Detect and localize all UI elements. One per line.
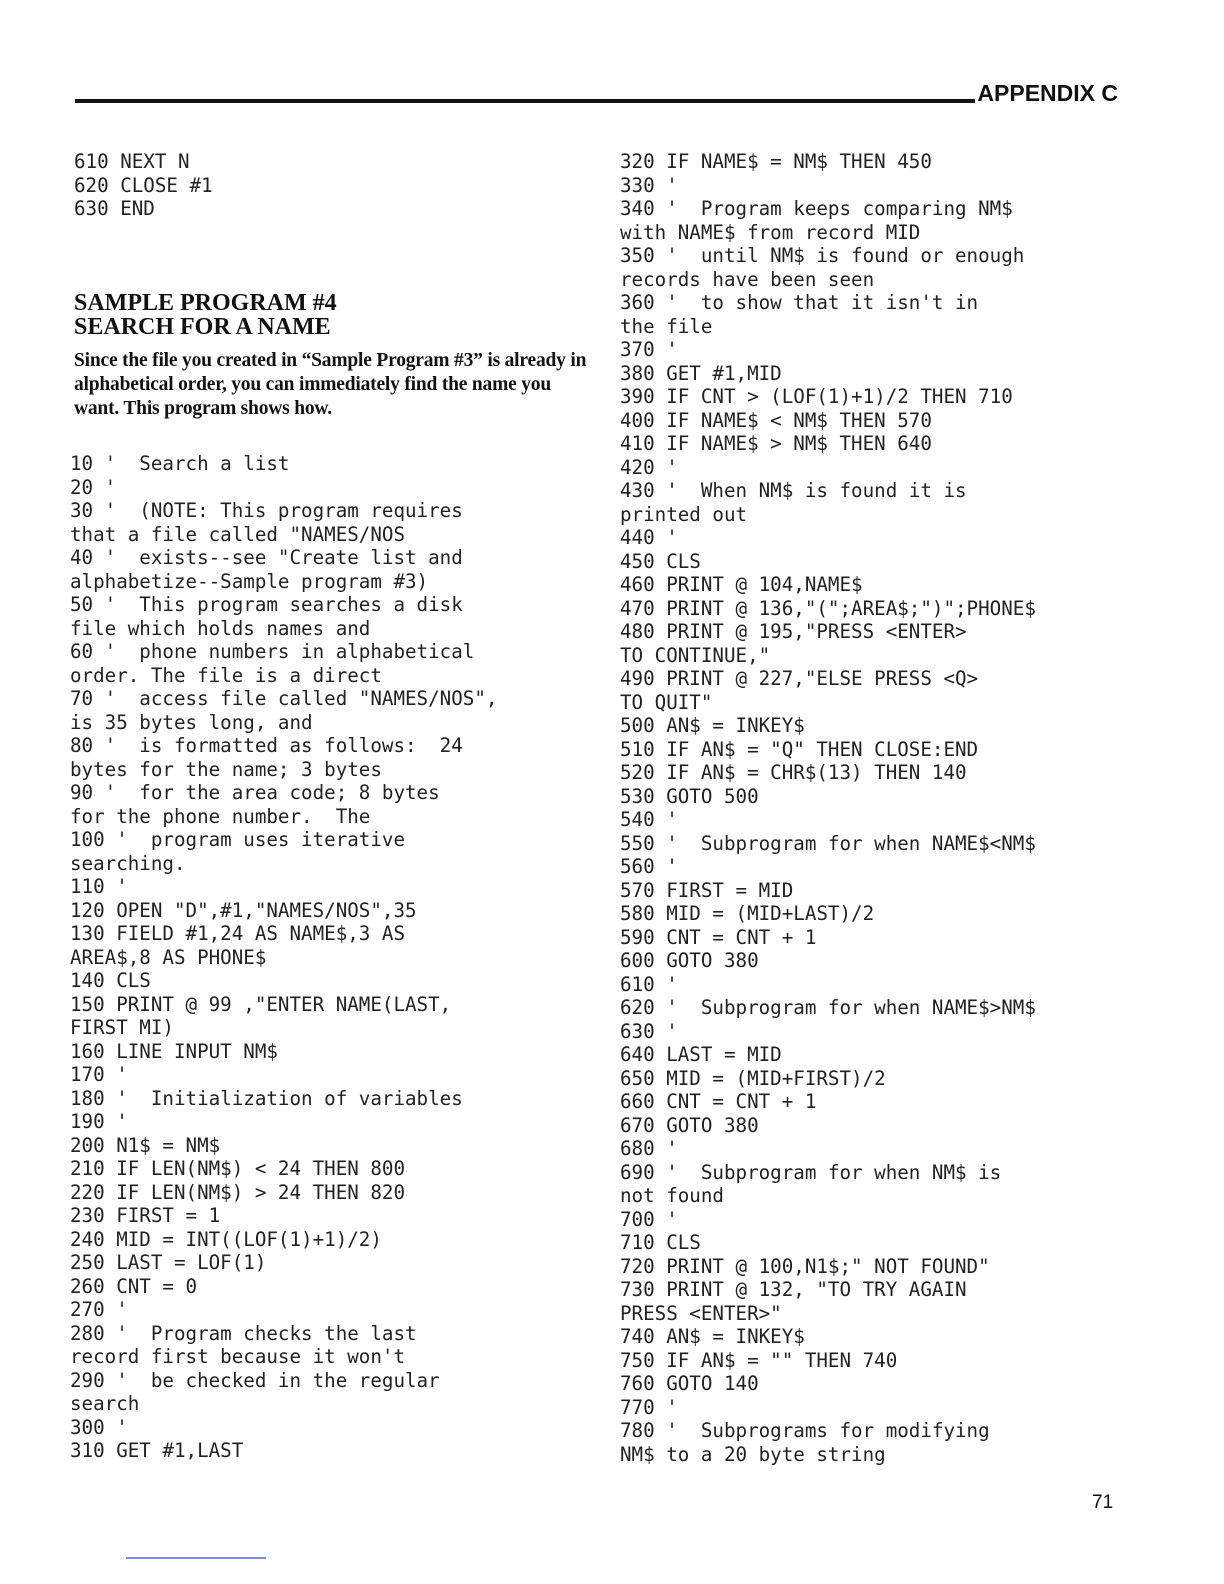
code-line: 440 ' (620, 526, 678, 549)
code-line: 100 ' program uses iterative (70, 828, 406, 851)
code-line: 750 IF AN$ = "" THEN 740 (620, 1348, 898, 1372)
code-line: searching. (70, 851, 186, 875)
code-line: 620 CLOSE #1 (74, 173, 213, 197)
code-line: 700 ' (620, 1207, 678, 1231)
code-line: 610 NEXT N (74, 150, 190, 173)
code-line: 70 ' access file called "NAMES/NOS", (70, 687, 498, 710)
code-line: 570 FIRST = MID (620, 878, 794, 902)
code-line: 150 PRINT @ 99 ,"ENTER NAME(LAST, (70, 992, 452, 1016)
code-line: 400 IF NAME$ < NM$ THEN 570 (620, 408, 932, 432)
code-line: 510 IF AN$ = "Q" THEN CLOSE:END (620, 737, 979, 761)
code-line: 330 ' (620, 173, 678, 197)
code-line: 590 CNT = CNT + 1 (620, 925, 817, 949)
code-line: 260 CNT = 0 (70, 1274, 198, 1298)
bottom-rule-mark (126, 1557, 266, 1559)
code-listing-continued (74, 150, 213, 221)
code-line: 60 ' phone numbers in alphabetical (70, 640, 475, 663)
section-heading (74, 291, 337, 339)
code-line: 710 CLS (620, 1231, 701, 1254)
code-line: 680 ' (620, 1137, 678, 1160)
code-line: 610 ' (620, 972, 678, 996)
code-line: 160 LINE INPUT NM$ (70, 1039, 278, 1063)
section-heading-line-2: SEARCH FOR A NAME (74, 314, 331, 340)
code-line: TO CONTINUE," (620, 643, 771, 667)
section-heading-line-1: SAMPLE PROGRAM #4 (74, 290, 337, 316)
code-line: 500 AN$ = INKEY$ (620, 714, 805, 737)
code-line: 530 GOTO 500 (620, 784, 759, 808)
code-line: search (70, 1392, 140, 1415)
code-line: 770 ' (620, 1395, 678, 1419)
code-line: 110 ' (70, 875, 128, 898)
code-line: file which holds names and (70, 616, 371, 640)
code-line: 720 PRINT @ 100,N1$;" NOT FOUND" (620, 1254, 990, 1278)
code-listing-right-column (620, 150, 1036, 1466)
section-intro-paragraph: Since the file you created in “Sample Program #3” is already in alphabetical order, you can immediately find the name you want. This program shows how. (74, 350, 587, 419)
code-line: 170 ' (70, 1063, 128, 1086)
code-line: 550 ' Subprogram for when NAME$<NM$ (620, 831, 1036, 855)
code-line: records have been seen (620, 267, 875, 291)
code-line: 40 ' exists--see "Create list and (70, 546, 463, 569)
code-line: 340 ' Program keeps comparing NM$ (620, 197, 1013, 220)
code-line: 20 ' (70, 475, 117, 499)
code-line: 490 PRINT @ 227,"ELSE PRESS <Q> (620, 667, 979, 690)
code-line: 280 ' Program checks the last (70, 1321, 417, 1345)
code-line: 760 GOTO 140 (620, 1372, 759, 1395)
code-line: 300 ' (70, 1415, 128, 1439)
code-line: 140 CLS (70, 969, 151, 992)
page-number: 71 (1092, 1492, 1114, 1513)
code-line: 450 CLS (620, 549, 701, 573)
code-line: alphabetize--Sample program #3) (70, 569, 429, 593)
code-line: 200 N1$ = NM$ (70, 1133, 221, 1157)
code-line: 580 MID = (MID+LAST)/2 (620, 902, 875, 925)
header-rule (75, 99, 975, 103)
code-listing-left-column (70, 452, 497, 1463)
code-line: TO QUIT" (620, 690, 713, 714)
code-line: for the phone number. The (70, 804, 371, 828)
code-line: 670 GOTO 380 (620, 1113, 759, 1137)
code-line: 250 LAST = LOF(1) (70, 1251, 267, 1274)
code-line: 360 ' to show that it isn't in (620, 291, 979, 314)
code-line: 620 ' Subprogram for when NAME$>NM$ (620, 996, 1036, 1019)
code-line: 420 ' (620, 455, 678, 479)
code-line: 460 PRINT @ 104,NAME$ (620, 573, 863, 596)
code-line: 780 ' Subprograms for modifying (620, 1419, 990, 1442)
code-line: PRESS <ENTER>" (620, 1301, 782, 1325)
running-header-title: APPENDIX C (977, 80, 1118, 106)
code-line: 80 ' is formatted as follows: 24 (70, 734, 463, 757)
code-line: 240 MID = INT((LOF(1)+1)/2) (70, 1227, 382, 1251)
code-line: 320 IF NAME$ = NM$ THEN 450 (620, 150, 932, 173)
code-line: 430 ' When NM$ is found it is (620, 479, 967, 502)
code-line: 600 GOTO 380 (620, 949, 759, 972)
code-line: 630 ' (620, 1019, 678, 1043)
code-line: the file (620, 314, 713, 338)
code-line: with NAME$ from record MID (620, 220, 921, 244)
code-line: 470 PRINT @ 136,"(";AREA$;")";PHONE$ (620, 596, 1036, 620)
code-line: 30 ' (NOTE: This program requires (70, 499, 463, 522)
code-line: 220 IF LEN(NM$) > 24 THEN 820 (70, 1180, 406, 1204)
code-line: 540 ' (620, 808, 678, 831)
code-line: 410 IF NAME$ > NM$ THEN 640 (620, 432, 932, 455)
code-line: NM$ to a 20 byte string (620, 1442, 886, 1466)
code-line: AREA$,8 AS PHONE$ (70, 945, 267, 969)
code-line: 560 ' (620, 855, 678, 878)
code-line: 180 ' Initialization of variables (70, 1086, 463, 1110)
code-line: 210 IF LEN(NM$) < 24 THEN 800 (70, 1157, 406, 1180)
code-line: 650 MID = (MID+FIRST)/2 (620, 1066, 886, 1090)
code-line: 690 ' Subprogram for when NM$ is (620, 1160, 1002, 1184)
code-line: 660 CNT = CNT + 1 (620, 1090, 817, 1113)
code-line: 480 PRINT @ 195,"PRESS <ENTER> (620, 620, 967, 643)
code-line: 50 ' This program searches a disk (70, 593, 463, 616)
code-line: 230 FIRST = 1 (70, 1204, 221, 1227)
code-line: 380 GET #1,MID (620, 361, 782, 385)
code-line: order. The file is a direct (70, 663, 382, 687)
code-line: 120 OPEN "D",#1,"NAMES/NOS",35 (70, 898, 417, 922)
code-line: 310 GET #1,LAST (70, 1439, 244, 1462)
code-line: 350 ' until NM$ is found or enough (620, 244, 1025, 267)
code-line: not found (620, 1184, 724, 1207)
code-line: bytes for the name; 3 bytes (70, 757, 382, 781)
code-line: 630 END (74, 197, 155, 220)
code-line: FIRST MI) (70, 1016, 174, 1039)
code-line: 290 ' be checked in the regular (70, 1368, 440, 1392)
code-line: 640 LAST = MID (620, 1043, 782, 1066)
code-line: record first because it won't (70, 1345, 406, 1368)
code-line: 730 PRINT @ 132, "TO TRY AGAIN (620, 1278, 967, 1301)
code-line: 130 FIELD #1,24 AS NAME$,3 AS (70, 922, 406, 945)
code-line: 390 IF CNT > (LOF(1)+1)/2 THEN 710 (620, 385, 1013, 408)
code-line: that a file called "NAMES/NOS (70, 522, 406, 546)
code-line: 370 ' (620, 338, 678, 361)
code-line: printed out (620, 502, 748, 526)
code-line: 740 AN$ = INKEY$ (620, 1325, 805, 1348)
code-line: 190 ' (70, 1110, 128, 1133)
code-line: 270 ' (70, 1298, 128, 1321)
code-line: 10 ' Search a list (70, 452, 290, 475)
code-line: 90 ' for the area code; 8 bytes (70, 781, 440, 804)
code-line: is 35 bytes long, and (70, 710, 313, 734)
code-line: 520 IF AN$ = CHR$(13) THEN 140 (620, 761, 967, 784)
